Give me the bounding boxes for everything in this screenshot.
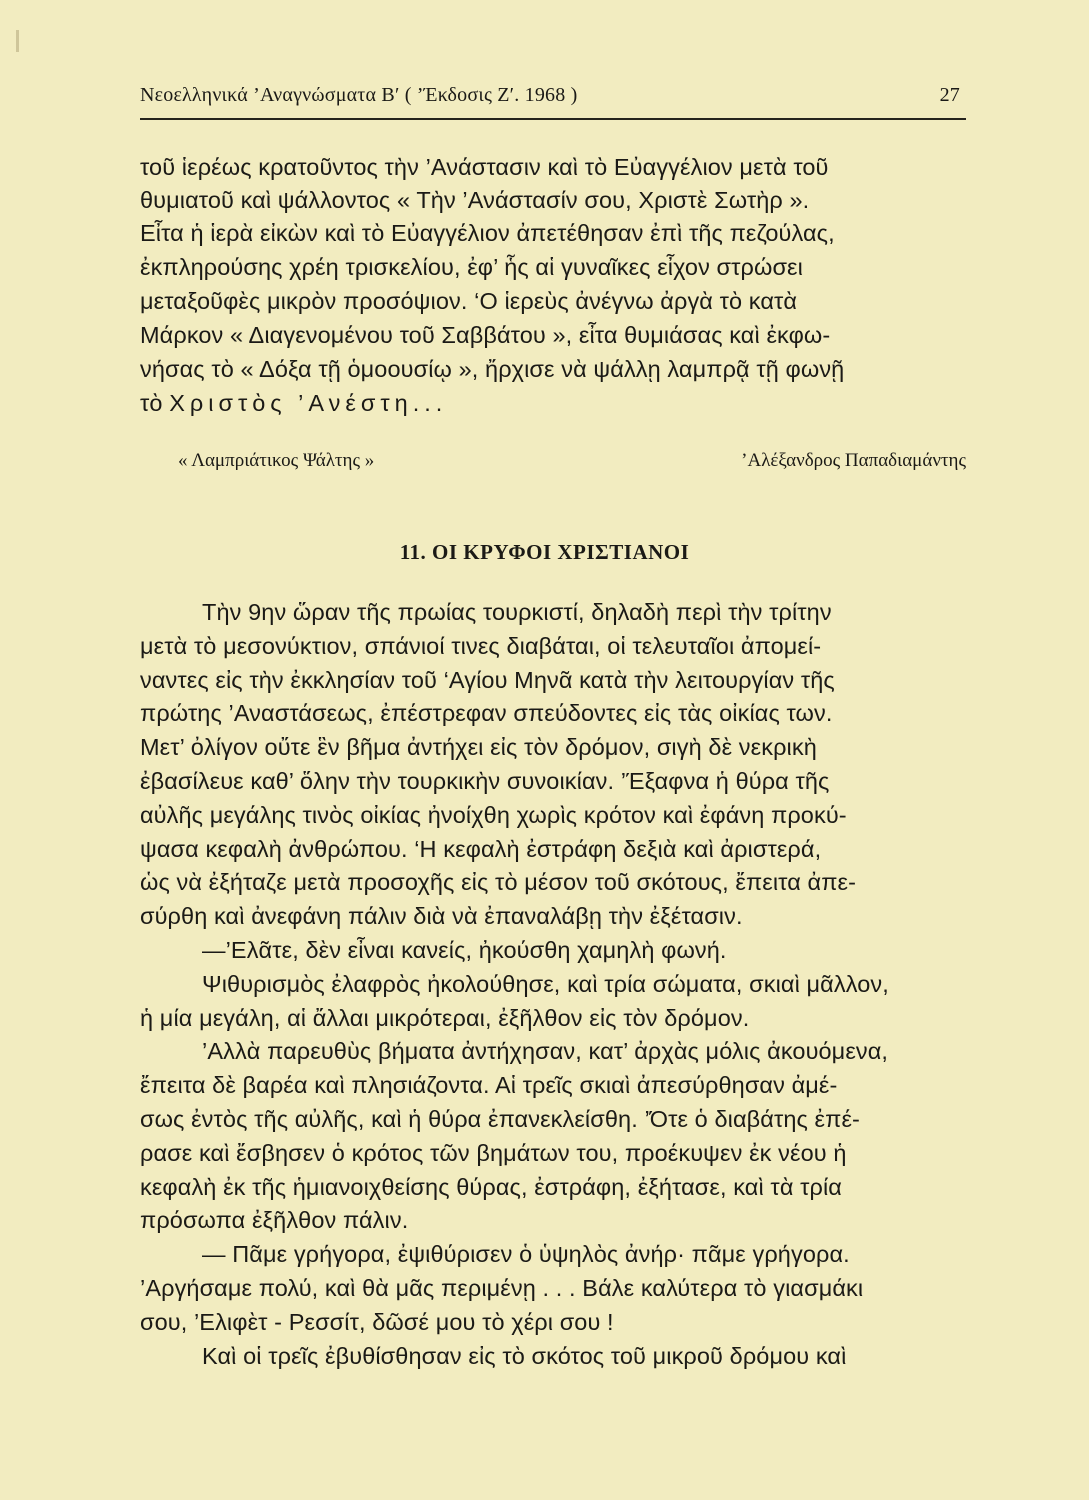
body-line: πρόσωπα ἐξῆλθον πάλιν. (140, 1207, 409, 1234)
body-line: Μετ’ ὀλίγον οὔτε ἓν βῆμα ἀντήχει εἰς τὸν δρόμον, σιγὴ δὲ νεκρικὴ (140, 734, 817, 761)
header-rule (140, 118, 966, 120)
body-line: αὐλῆς μεγάλης τινὸς οἰκίας ἠνοίχθη χωρὶς κρότον καὶ ἐφάνη προκύ- (140, 801, 847, 828)
body-line: ’Αλλὰ παρευθὺς βήματα ἀντήχησαν, κατ’ ἀρχὰς μόλις ἀκουόμενα, (202, 1038, 889, 1065)
section-number: 11. (399, 540, 427, 564)
body-line: Ψιθυρισμὸς ἐλαφρὸς ἠκολούθησε, καὶ τρία σώματα, σκιαὶ μᾶλλον, (202, 970, 889, 997)
body-line: ρασε καὶ ἔσβησεν ὁ κρότος τῶν βημάτων του, προέκυψεν ἐκ νέου ἡ (140, 1139, 847, 1166)
body-line: ψασα κεφαλὴ ἀνθρώπου. ‘Η κεφαλὴ ἐστράφη δεξιὰ καὶ ἀριστερά, (140, 835, 822, 862)
excerpt-line: ἐκπληρούσης χρέη τρισκελίου, ἐφ’ ἧς αἱ γυναῖκες εἶχον στρώσει (140, 254, 803, 280)
body-line: σως ἐντὸς τῆς αὐλῆς, καὶ ἡ θύρα ἐπανεκλείσθη. ’Ότε ὁ διαβάτης ἐπέ- (140, 1106, 860, 1132)
excerpt-line: νήσας τὸ « Δόξα τῇ ὁμοουσίῳ », ἤρχισε νὰ ψάλλῃ λαμπρᾷ τῇ φωνῇ (140, 356, 845, 382)
excerpt-line: τοῦ ἱερέως κρατοῦντος τὴν ’Ανάστασιν καὶ τὸ Εὐαγγέλιον μετὰ τοῦ (140, 154, 829, 180)
body-line: ’Αργήσαμε πολύ, καὶ θὰ μᾶς περιμένῃ . . . Βάλε καλύτερα τὸ γιασμάκι (140, 1275, 864, 1301)
excerpt-last-spaced: Χριστὸς ’Ανέστη... (169, 390, 448, 416)
body-line: ὡς νὰ ἐξήταζε μετὰ προσοχῆς εἰς τὸ μέσον τοῦ σκότους, ἔπειτα ἀπε- (140, 869, 857, 896)
body-line: σύρθη καὶ ἀνεφάνη πάλιν διὰ νὰ ἐπαναλάβῃ τὴν ἐξέτασιν. (140, 903, 743, 930)
body-line: Τὴν 9ην ὥραν τῆς πρωίας τουρκιστί, δηλαδὴ περὶ τὴν τρίτην (202, 599, 832, 625)
page-number: 27 (939, 84, 960, 106)
section-heading (0, 540, 1089, 565)
excerpt-line: Εἶτα ἡ ἱερὰ εἰκὼν καὶ τὸ Εὐαγγέλιον ἀπετέθησαν ἐπὶ τῆς πεζούλας, (140, 220, 835, 246)
section-title: ΟΙ ΚΡΥΦΟΙ ΧΡΙΣΤΙΑΝΟΙ (432, 540, 690, 564)
excerpt-line-last (140, 388, 966, 418)
body-line: πρώτης ’Αναστάσεως, ἐπέστρεφαν σπεύδοντες εἰς τὰς οἰκίας των. (140, 700, 833, 727)
body-line: — Πᾶμε γρήγορα, ἐψιθύρισεν ὁ ὑψηλὸς ἀνήρ· πᾶμε γρήγορα. (202, 1241, 850, 1268)
page-edge-mark (16, 30, 19, 52)
body-line: σου, ’Ελιφὲτ - Ρεσσίτ, δῶσέ μου τὸ χέρι σου ! (140, 1308, 614, 1335)
excerpt-line: Μάρκον « Διαγενομένου τοῦ Σαββάτου », εἶτα θυμιάσας καὶ ἐκφω- (140, 322, 831, 348)
header-title: Νεοελληνικά ’Αναγνώσματα Β′ ( ’Έκδοσις Ζ′. 1968 ) (140, 84, 578, 106)
body-line: ἐβασίλευε καθ’ ὅλην τὴν τουρκικὴν συνοικίαν. ’Έξαφνα ἡ θύρα τῆς (140, 768, 830, 794)
excerpt-line: θυμιατοῦ καὶ ψάλλοντος « Τὴν ’Ανάστασίν σου, Χριστὲ Σωτὴρ ». (140, 187, 810, 213)
excerpt-line: μεταξοῦφὲς μικρὸν προσόψιον. ‘Ο ἱερεὺς ἀνέγνω ἀργὰ τὸ κατὰ (140, 288, 798, 314)
attribution-author: ’Αλέξανδρος Παπαδιαμάντης (741, 450, 966, 471)
body-line: κεφαλὴ ἐκ τῆς ἡμιανοιχθείσης θύρας, ἐστράφη, ἐξήτασε, καὶ τὰ τρία (140, 1173, 842, 1200)
body-line: ἡ μία μεγάλη, αἱ ἄλλαι μικρότεραι, ἐξῆλθον εἰς τὸν δρόμον. (140, 1004, 750, 1031)
excerpt-last-prefix: τὸ (140, 390, 170, 416)
body-line: ναντες εἰς τὴν ἐκκλησίαν τοῦ ‘Αγίου Μηνᾶ κατὰ τὴν λειτουργίαν τῆς (140, 666, 835, 693)
body-line: —’Ελᾶτε, δὲν εἶναι κανείς, ἠκούσθη χαμηλὴ φωνή. (202, 937, 727, 963)
attribution-work: « Λαμπριάτικος Ψάλτης » (178, 450, 375, 471)
body-line: Καὶ οἱ τρεῖς ἐβυθίσθησαν εἰς τὸ σκότος τοῦ μικροῦ δρόμου καὶ (202, 1342, 847, 1369)
body-line: ἔπειτα δὲ βαρέα καὶ πλησιάζοντα. Αἱ τρεῖς σκιαὶ ἀπεσύρθησαν ἀμέ- (140, 1072, 838, 1099)
body-line: μετὰ τὸ μεσονύκτιον, σπάνιοί τινες διαβάται, οἱ τελευταῖοι ἀπομεί- (140, 632, 822, 659)
